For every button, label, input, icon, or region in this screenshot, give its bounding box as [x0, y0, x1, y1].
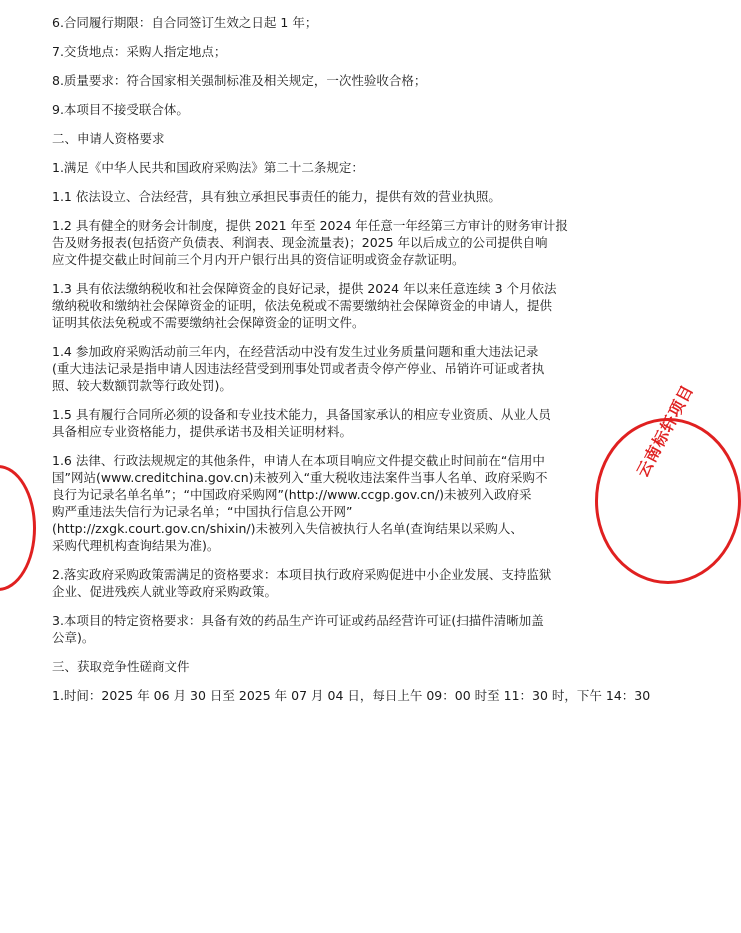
text-line: (重大违法记录是指申请人因违法经营受到刑事处罚或者责令停产停业、吊销许可证或者执: [52, 361, 545, 376]
text-line: 三、获取竞争性磋商文件: [52, 659, 190, 674]
paragraph: [52, 159, 612, 176]
text-line: 照、较大数额罚款等行政处罚)。: [52, 378, 232, 393]
text-line: 采购代理机构查询结果为准)。: [52, 538, 220, 553]
text-line: 1.4 参加政府采购活动前三年内，在经营活动中没有发生过业务质量问题和重大违法记录: [52, 344, 539, 359]
paragraph: [52, 406, 612, 440]
text-line: 企业、促进残疾人就业等政府采购政策。: [52, 584, 278, 599]
text-line: 1.5 具有履行合同所必须的设备和专业技术能力，具备国家承认的相应专业资质、从业人员: [52, 407, 551, 422]
document-body: [52, 14, 651, 716]
text-line: (http://zxgk.court.gov.cn/shixin/)未被列入失信被执行人名单(查询结果以采购人、: [52, 521, 523, 536]
seal-stamp-left: [0, 465, 36, 591]
text-line: 二、申请人资格要求: [52, 131, 165, 146]
paragraph: [52, 343, 612, 394]
text-line: 具备相应专业资格能力，提供承诺书及相关证明材料。: [52, 424, 353, 439]
text-line: 1.3 具有依法缴纳税收和社会保障资金的良好记录，提供 2024 年以来任意连续 3 个月依法: [52, 281, 557, 296]
text-line: 2.落实政府采购政策需满足的资格要求：本项目执行政府采购促进中小企业发展、支持监狱: [52, 567, 552, 582]
text-line: 9.本项目不接受联合体。: [52, 102, 189, 117]
text-line: 缴纳税收和缴纳社会保障资金的证明，依法免税或不需要缴纳社会保障资金的申请人，提供: [52, 298, 553, 313]
text-line: 1.时间：2025 年 06 月 30 日至 2025 年 07 月 04 日，每日上午 09：00 时至 11：30 时，下午 14：30: [52, 688, 651, 703]
text-line: 1.2 具有健全的财务会计制度，提供 2021 年至 2024 年任意一年经第三方审计的财务审计报: [52, 218, 568, 233]
paragraph: [52, 188, 612, 205]
text-line: 购严重违法失信行为记录名单；“中国执行信息公开网”: [52, 504, 353, 519]
paragraph: [52, 687, 651, 704]
text-line: 1.6 法律、行政法规规定的其他条件，申请人在本项目响应文件提交截止时间前在“信用中: [52, 453, 545, 468]
paragraph: [52, 280, 612, 331]
text-line: 7.交货地点：采购人指定地点；: [52, 44, 227, 59]
paragraph: [52, 566, 612, 600]
paragraph: [52, 130, 612, 147]
text-line: 证明其依法免税或不需要缴纳社会保障资金的证明文件。: [52, 315, 365, 330]
paragraph: [52, 658, 612, 675]
text-line: 8.质量要求：符合国家相关强制标准及相关规定，一次性验收合格；: [52, 73, 427, 88]
text-line: 1.1 依法设立、合法经营，具有独立承担民事责任的能力，提供有效的营业执照。: [52, 189, 501, 204]
paragraph: [52, 72, 612, 89]
text-line: 1.满足《中华人民共和国政府采购法》第二十二条规定：: [52, 160, 364, 175]
text-line: 3.本项目的特定资格要求：具备有效的药品生产许可证或药品经营许可证(扫描件清晰加盖: [52, 613, 544, 628]
text-line: 公章)。: [52, 630, 95, 645]
text-line: 良行为记录名单名单”；“中国政府采购网”(http://www.ccgp.gov.cn/)未被列入政府采: [52, 487, 532, 502]
text-line: 应文件提交截止时间前三个月内开户银行出具的资信证明或资金存款证明。: [52, 252, 465, 267]
paragraph: [52, 452, 612, 554]
seal-stamp-text: 云南标轩项目: [632, 381, 698, 481]
paragraph: [52, 43, 612, 60]
text-line: 国”网站(www.creditchina.gov.cn)未被列入“重大税收违法案件当事人名单、政府采购不: [52, 470, 548, 485]
paragraph: [52, 612, 612, 646]
paragraph: [52, 217, 612, 268]
text-line: 告及财务报表(包括资产负债表、利润表、现金流量表)；2025 年以后成立的公司提供自响: [52, 235, 548, 250]
paragraph: [52, 101, 612, 118]
text-line: 6.合同履行期限：自合同签订生效之日起 1 年；: [52, 15, 318, 30]
paragraph: [52, 14, 612, 31]
